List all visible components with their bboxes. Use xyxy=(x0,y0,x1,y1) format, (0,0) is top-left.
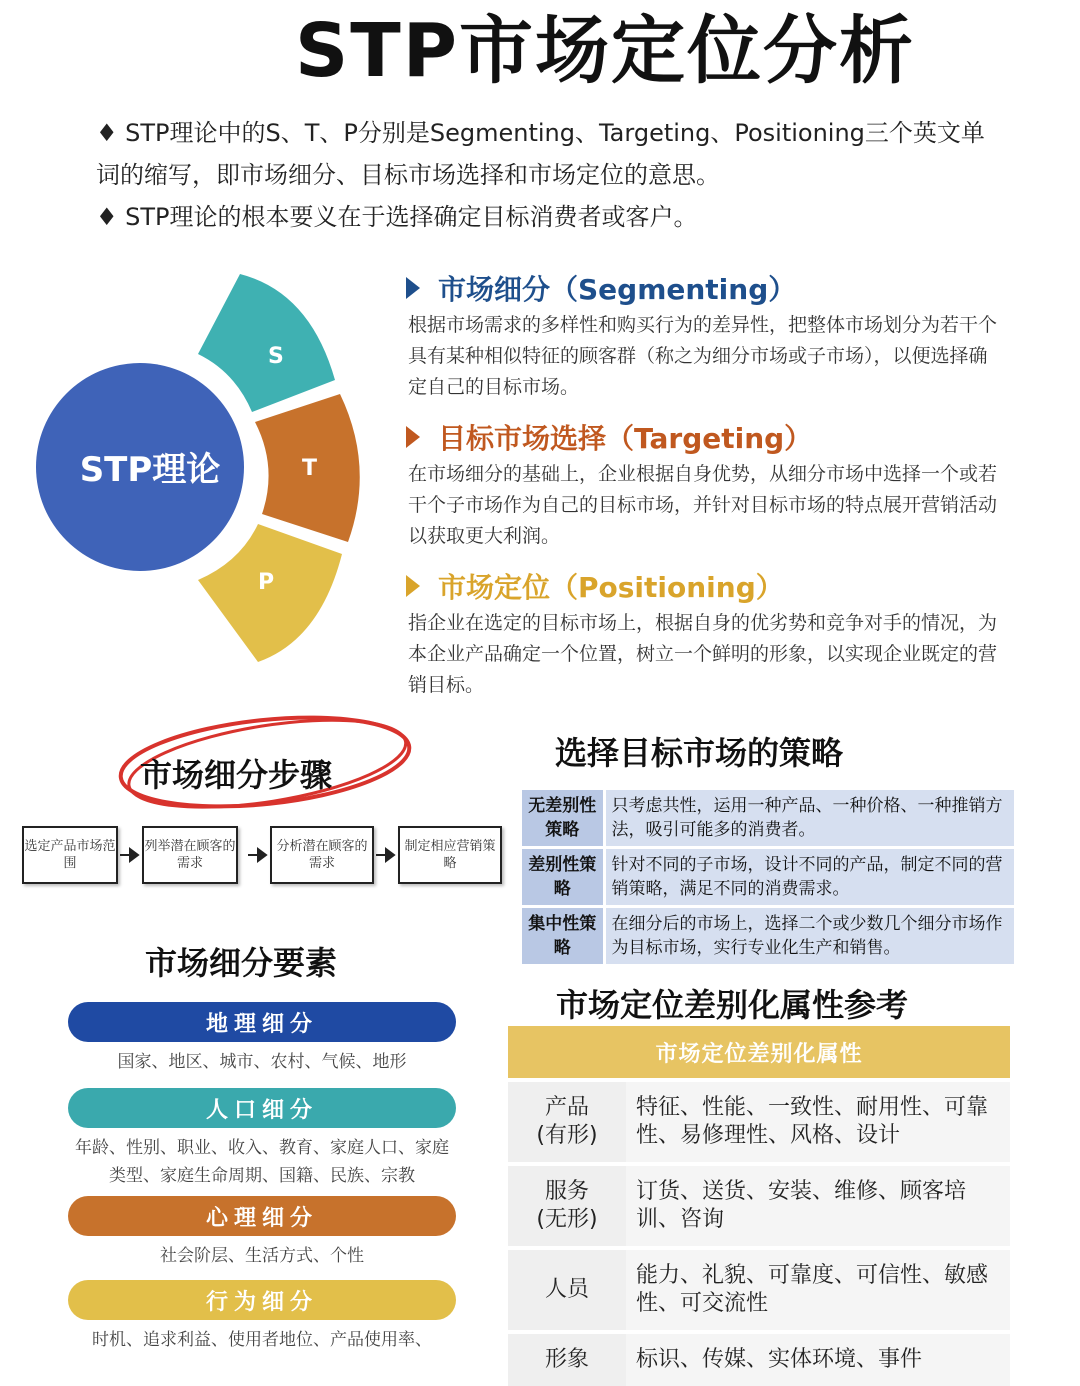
segment-p-label: P xyxy=(258,570,275,595)
step-box: 列举潜在顾客的需求 xyxy=(142,826,238,884)
diff-key: 服务 (无形) xyxy=(508,1164,626,1248)
segment-s-label: S xyxy=(268,344,284,369)
strategy-desc: 在细分后的市场上，选择二个或少数几个细分市场作为目标市场，实行专业化生产和销售。 xyxy=(604,907,1014,966)
arrow-right-icon xyxy=(120,848,140,862)
diff-key: 形象 xyxy=(508,1332,626,1386)
element-demographic xyxy=(68,1088,456,1190)
strategy-desc: 针对不同的子市场，设计不同的产品，制定不同的营销策略，满足不同的消费需求。 xyxy=(604,848,1014,907)
table-row xyxy=(508,1248,1010,1332)
page-title: STP市场定位分析 xyxy=(294,8,915,94)
table-row xyxy=(508,1332,1010,1386)
definition-title: 市场定位（Positioning） xyxy=(438,571,784,604)
element-desc: 社会阶层、生活方式、个性 xyxy=(160,1246,364,1266)
segmentation-steps xyxy=(22,826,512,886)
step-box: 选定产品市场范围 xyxy=(22,826,118,884)
arrow-right-icon xyxy=(248,848,268,862)
stp-wheel xyxy=(30,262,380,672)
element-psychographic xyxy=(68,1196,456,1270)
strategy-desc: 只考虑共性，运用一种产品、一种价格、一种推销方法，吸引可能多的消费者。 xyxy=(604,790,1014,848)
triangle-icon xyxy=(406,277,420,299)
definition-body: 在市场细分的基础上，企业根据自身优势，从细分市场中选择一个或若干个子市场作为自己的目标市场，并针对目标市场的特点展开营销活动以获取更大利润。 xyxy=(408,463,998,547)
diff-key: 产品 (有形) xyxy=(508,1080,626,1164)
table-row xyxy=(522,848,1014,907)
diff-table xyxy=(508,1026,1010,1386)
segment-t-label: T xyxy=(302,456,318,481)
table-row xyxy=(508,1080,1010,1164)
element-geographic xyxy=(68,1002,456,1076)
element-desc: 国家、地区、城市、农村、气候、地形 xyxy=(117,1052,407,1072)
segment-s xyxy=(198,274,335,412)
arrow-right-icon xyxy=(376,848,396,862)
diff-key: 人员 xyxy=(508,1248,626,1332)
diff-value: 特征、性能、一致性、耐用性、可靠性、易修理性、风格、设计 xyxy=(626,1080,1010,1164)
diff-header: 市场定位差别化属性 xyxy=(508,1026,1010,1080)
definition-title: 市场细分（Segmenting） xyxy=(438,273,797,306)
diff-title: 市场定位差别化属性参考 xyxy=(556,986,909,1024)
definition-targeting xyxy=(400,417,1000,552)
table-row xyxy=(522,907,1014,966)
intro-line-2: ♦ STP理论的根本要义在于选择确定目标消费者或客户。 xyxy=(96,203,698,231)
strategy-title: 选择目标市场的策略 xyxy=(555,734,844,772)
definition-positioning xyxy=(400,566,1000,701)
steps-title: 市场细分步骤 xyxy=(140,756,333,794)
element-pill: 心理细分 xyxy=(68,1196,456,1236)
strategy-name: 集中性策略 xyxy=(522,907,604,966)
table-header-row xyxy=(508,1026,1010,1080)
elements-title: 市场细分要素 xyxy=(145,944,338,982)
element-behavioral xyxy=(68,1280,456,1354)
diff-value: 能力、礼貌、可靠度、可信性、敏感性、可交流性 xyxy=(626,1248,1010,1332)
definition-body: 指企业在选定的目标市场上，根据自身的优劣势和竞争对手的情况，为本企业产品确定一个位置，树立一个鲜明的形象，以实现企业既定的营销目标。 xyxy=(408,612,998,696)
element-pill: 人口细分 xyxy=(68,1088,456,1128)
definition-title: 目标市场选择（Targeting） xyxy=(438,422,813,455)
strategy-table xyxy=(522,790,1014,967)
intro-text xyxy=(96,112,996,238)
triangle-icon xyxy=(406,575,420,597)
definition-segmenting xyxy=(400,268,1000,403)
table-row xyxy=(508,1164,1010,1248)
strategy-name: 差别性策略 xyxy=(522,848,604,907)
stp-center-label: STP理论 xyxy=(79,450,221,490)
element-desc: 时机、追求利益、使用者地位、产品使用率、 xyxy=(92,1330,432,1350)
diff-value: 订货、送货、安装、维修、顾客培训、咨询 xyxy=(626,1164,1010,1248)
element-pill: 行为细分 xyxy=(68,1280,456,1320)
diff-value: 标识、传媒、实体环境、事件 xyxy=(626,1332,1010,1386)
strategy-name: 无差别性策略 xyxy=(522,790,604,848)
element-desc: 年龄、性别、职业、收入、教育、家庭人口、家庭类型、家庭生命周期、国籍、民族、宗教 xyxy=(75,1138,449,1186)
triangle-icon xyxy=(406,426,420,448)
step-box: 分析潜在顾客的需求 xyxy=(270,826,374,884)
stp-definitions xyxy=(400,268,1000,715)
step-box: 制定相应营销策略 xyxy=(398,826,502,884)
definition-body: 根据市场需求的多样性和购买行为的差异性，把整体市场划分为若干个具有某种相似特征的顾客群（称之为细分市场或子市场），以便选择确定自己的目标市场。 xyxy=(408,314,998,398)
table-row xyxy=(522,790,1014,848)
intro-line-1: ♦ STP理论中的S、T、P分别是Segmenting、Targeting、Positioning三个英文单词的缩写，即市场细分、目标市场选择和市场定位的意思。 xyxy=(96,119,985,189)
element-pill: 地理细分 xyxy=(68,1002,456,1042)
